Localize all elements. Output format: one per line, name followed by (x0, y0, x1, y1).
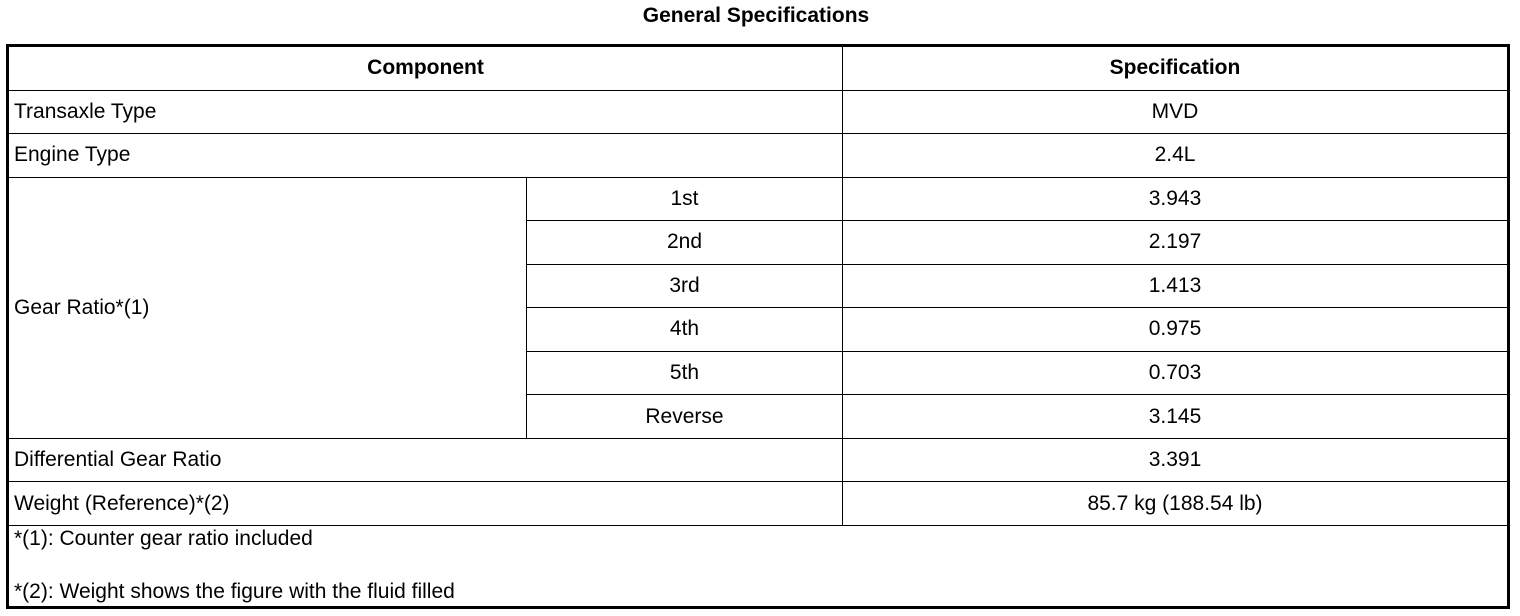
differential-gear-ratio-value: 3.391 (843, 438, 1509, 482)
gear-value: 3.943 (843, 177, 1509, 221)
header-specification: Specification (843, 46, 1509, 91)
gear-name: 3rd (527, 264, 843, 308)
gear-ratio-label: Gear Ratio*(1) (8, 177, 527, 438)
header-component: Component (8, 46, 843, 91)
page-title: General Specifications (642, 4, 870, 27)
weight-value: 85.7 kg (188.54 lb) (843, 482, 1509, 526)
footnote-2: *(2): Weight shows the figure with the fluid filled (14, 580, 455, 604)
gear-name: 4th (527, 308, 843, 352)
gear-value: 3.145 (843, 395, 1509, 439)
gear-name: 1st (527, 177, 843, 221)
engine-type-value: 2.4L (843, 134, 1509, 178)
footnote-1: *(1): Counter gear ratio included (14, 527, 313, 551)
table-row (8, 134, 1509, 178)
table-row (8, 90, 1509, 134)
spec-table (6, 44, 1510, 609)
gear-name: 5th (527, 351, 843, 395)
notes-row (8, 525, 1509, 607)
table-row (8, 482, 1509, 526)
gear-value: 0.703 (843, 351, 1509, 395)
differential-gear-ratio-label: Differential Gear Ratio (8, 438, 843, 482)
gear-name: 2nd (527, 221, 843, 265)
gear-value: 1.413 (843, 264, 1509, 308)
table-row (8, 177, 1509, 221)
transaxle-type-value: MVD (843, 90, 1509, 134)
footnotes (8, 525, 1509, 607)
header-row (8, 46, 1509, 91)
transaxle-type-label: Transaxle Type (8, 90, 843, 134)
weight-label: Weight (Reference)*(2) (8, 482, 843, 526)
table-row (8, 438, 1509, 482)
gear-value: 2.197 (843, 221, 1509, 265)
gear-value: 0.975 (843, 308, 1509, 352)
engine-type-label: Engine Type (8, 134, 843, 178)
gear-name: Reverse (527, 395, 843, 439)
